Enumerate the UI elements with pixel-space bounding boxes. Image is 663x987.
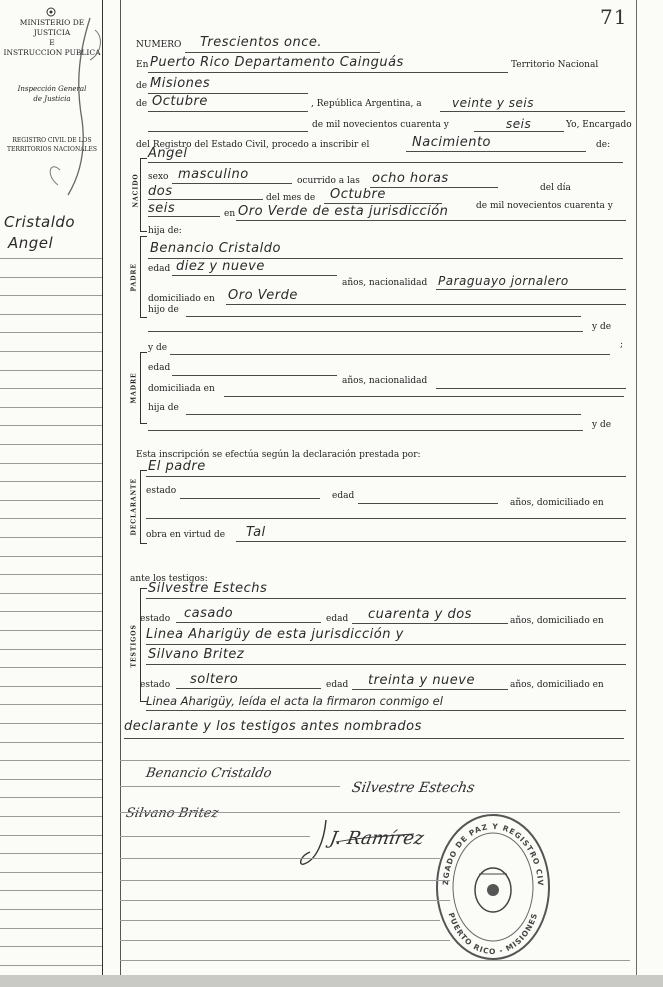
- margin-rule: [0, 351, 102, 352]
- ministry-line1: MINISTERIO DE JUSTICIA: [19, 18, 85, 37]
- hw-padre-nombre: Benancio Cristaldo: [150, 241, 281, 256]
- margin-rule: [0, 537, 102, 538]
- margin-rule: [0, 425, 102, 426]
- margin-rule: [0, 407, 102, 408]
- label-de-mes: de: [136, 99, 148, 109]
- label-estado-decl: estado: [146, 486, 177, 496]
- side-label-testigos: TESTIGOS: [130, 624, 138, 668]
- margin-rule: [0, 835, 102, 836]
- label-edad-t2: edad: [326, 680, 349, 690]
- hw-anio-acta: seis: [506, 117, 532, 131]
- label-en: En: [136, 60, 149, 70]
- label-de-colon: de:: [596, 140, 611, 150]
- ministry-line2: E: [49, 38, 55, 47]
- label-edad-decl: edad: [332, 491, 355, 501]
- margin-rule: [0, 258, 102, 259]
- page-number: 71: [600, 5, 628, 29]
- side-label-nacido: NACIDO: [132, 173, 140, 208]
- margin-rule: [0, 872, 102, 873]
- official-stamp: [434, 812, 552, 962]
- side-label-declarante: DECLARANTE: [130, 477, 138, 536]
- hw-dia-acta: veinte y seis: [452, 96, 534, 110]
- margin-rule: [0, 667, 102, 668]
- hw-mes-acta: Octubre: [152, 94, 208, 109]
- margin-rule: [0, 463, 102, 464]
- margin-rule: [0, 295, 102, 296]
- hw-mes: Octubre: [330, 187, 386, 202]
- hw-anio: seis: [148, 201, 176, 216]
- margin-surname: Cristaldo: [4, 213, 76, 231]
- ministry-line3: INSTRUCCION PUBLICA: [3, 48, 101, 57]
- label-anos-nac2: años, nacionalidad: [342, 376, 428, 386]
- signature-ramirez: J. Ramírez: [328, 828, 426, 849]
- label-yo-encargado: Yo, Encargado: [566, 120, 632, 130]
- label-domiciliada: domiciliada en: [148, 384, 215, 394]
- label-ocurrido: ocurrido a las: [297, 176, 360, 186]
- label-edad-madre: edad: [148, 363, 171, 373]
- margin-rule: [0, 649, 102, 650]
- hw-padre-edad: diez y nueve: [176, 259, 265, 274]
- label-estado-t2: estado: [140, 680, 171, 690]
- signature-benancio: Benancio Cristaldo: [144, 766, 273, 781]
- margin-rule: [0, 314, 102, 315]
- label-anos-dom-decl: años, domiciliado en: [510, 498, 604, 508]
- margin-rule: [0, 388, 102, 389]
- hw-padre-dom: Oro Verde: [228, 288, 298, 303]
- hw-testigo1: Silvestre Estechs: [148, 581, 268, 596]
- label-de-mil-nov: de mil novecientos cuarenta y: [476, 201, 613, 211]
- margin-rule: [0, 816, 102, 817]
- margin-rule: [0, 779, 102, 780]
- right-margin-line: [636, 0, 637, 975]
- svg-text:JUZGADO DE PAZ Y REGISTRO CIVI: [434, 812, 545, 887]
- hw-nombre: Angel: [148, 146, 188, 161]
- margin-rule: [0, 946, 102, 947]
- label-sexo: sexo: [148, 172, 169, 182]
- side-label-madre: MADRE: [130, 372, 138, 404]
- margin-rule: [0, 965, 102, 966]
- margin-rule: [0, 481, 102, 482]
- hw-testigo1-estado: casado: [184, 606, 234, 621]
- label-anos-dom-t2: años, domiciliado en: [510, 680, 604, 690]
- margin-rule: [0, 518, 102, 519]
- hw-testigo1-dom: Linea Aharigüy de esta jurisdicción y: [146, 627, 404, 642]
- label-del-mes: del mes de: [266, 193, 316, 203]
- margin-rule: [0, 500, 102, 501]
- page-shadow: [0, 975, 663, 987]
- margin-rule: [0, 593, 102, 594]
- label-en-lugar: en: [224, 209, 236, 219]
- hw-sexo: masculino: [178, 167, 249, 182]
- margin-rule: [0, 277, 102, 278]
- hw-declarante: El padre: [148, 459, 206, 474]
- margin-given-name: Angel: [8, 234, 54, 252]
- hw-testigo2: Silvano Britez: [148, 647, 245, 662]
- margin-rule: [0, 630, 102, 631]
- label-edad-padre: edad: [148, 264, 171, 274]
- hw-padre-nac: Paraguayo jornalero: [438, 274, 569, 288]
- margin-rule: [0, 928, 102, 929]
- hw-numero: Trescientos once.: [200, 35, 322, 50]
- signature-silvano: Silvano Britez: [124, 806, 220, 821]
- margin-rule: [0, 686, 102, 687]
- label-domiciliado: domiciliado en: [148, 294, 215, 304]
- label-de: de: [136, 81, 148, 91]
- hw-cierre: declarante y los testigos antes nombrados: [124, 719, 422, 734]
- margin-rule: [0, 556, 102, 557]
- hw-testigo2-edad: treinta y nueve: [368, 673, 475, 688]
- label-hijo-de: hijo de: [148, 305, 179, 315]
- hw-lugar-nac: Oro Verde de esta jurisdicción: [238, 204, 449, 219]
- label-semicolon: ;: [620, 340, 624, 350]
- label-obra-virtud: obra en virtud de: [146, 530, 226, 540]
- label-del-registro: del Registro del Estado Civil, procedo a inscribir el: [136, 140, 370, 150]
- hw-dia: dos: [148, 184, 173, 199]
- hw-testigo1-edad: cuarenta y dos: [368, 607, 472, 622]
- label-edad-t1: edad: [326, 614, 349, 624]
- label-del-dia: del día: [540, 183, 571, 193]
- hw-hora: ocho horas: [372, 171, 449, 186]
- fold-line: [120, 0, 121, 975]
- margin-rule: [0, 742, 102, 743]
- hw-territorio: Misiones: [150, 76, 211, 91]
- margin-rule: [0, 574, 102, 575]
- label-y-de: y de: [592, 322, 612, 332]
- label-anos-nac: años, nacionalidad: [342, 278, 428, 288]
- label-territorio: Territorio Nacional: [511, 60, 599, 70]
- label-hija-de: hija de:: [148, 226, 182, 236]
- label-y-de2: y de: [592, 420, 612, 430]
- label-anos-dom-t1: años, domiciliado en: [510, 616, 604, 626]
- margin-rule: [0, 332, 102, 333]
- hw-testigo2-estado: soltero: [190, 672, 239, 687]
- header-pen-scribble: [20, 10, 110, 200]
- margin-rule: [0, 890, 102, 891]
- signature-flourish: [296, 812, 426, 872]
- stamp-text-top: ZGADO DE PAZ Y REGISTRO CIV: [440, 821, 546, 887]
- margin-rule: [0, 444, 102, 445]
- hw-acto: Nacimiento: [412, 135, 492, 150]
- margin-rule: [0, 760, 102, 761]
- hw-lugar: Puerto Rico Departamento Cainguás: [150, 55, 404, 70]
- margin-rule: [0, 853, 102, 854]
- label-y-de-start: y de: [148, 343, 168, 353]
- margin-rule: [0, 909, 102, 910]
- inspection-line2: de Justicia: [33, 95, 71, 103]
- label-republica: , República Argentina, a: [311, 99, 422, 109]
- margin-rule: [0, 797, 102, 798]
- signature-silvestre: Silvestre Estechs: [350, 780, 476, 796]
- label-estado-t1: estado: [140, 614, 171, 624]
- label-de-mil: de mil novecientos cuarenta y: [312, 120, 449, 130]
- inspection-line1: Inspección General: [17, 85, 87, 93]
- label-hija-de2: hija de: [148, 403, 179, 413]
- margin-rule: [0, 611, 102, 612]
- label-ante-testigos: ante los testigos:: [130, 574, 208, 584]
- margin-rule: [0, 370, 102, 371]
- registry-line1: REGISTRO CIVIL DE LOS: [12, 137, 92, 144]
- registry-line2: TERRITORIOS NACIONALES: [6, 146, 98, 153]
- hw-testigo2-dom: Linea Aharigüy, leída el acta la firmaron conmigo el: [146, 694, 443, 708]
- side-label-padre: PADRE: [130, 263, 138, 292]
- margin-rule: [0, 704, 102, 705]
- hw-virtud: Tal: [246, 525, 266, 540]
- label-numero: NUMERO: [136, 40, 182, 50]
- label-inscripcion: Esta inscripción se efectúa según la declaración prestada por:: [136, 450, 421, 460]
- margin-rule: [0, 723, 102, 724]
- stamp-text-bottom: PUERTO RICO - MISIONES: [446, 911, 540, 957]
